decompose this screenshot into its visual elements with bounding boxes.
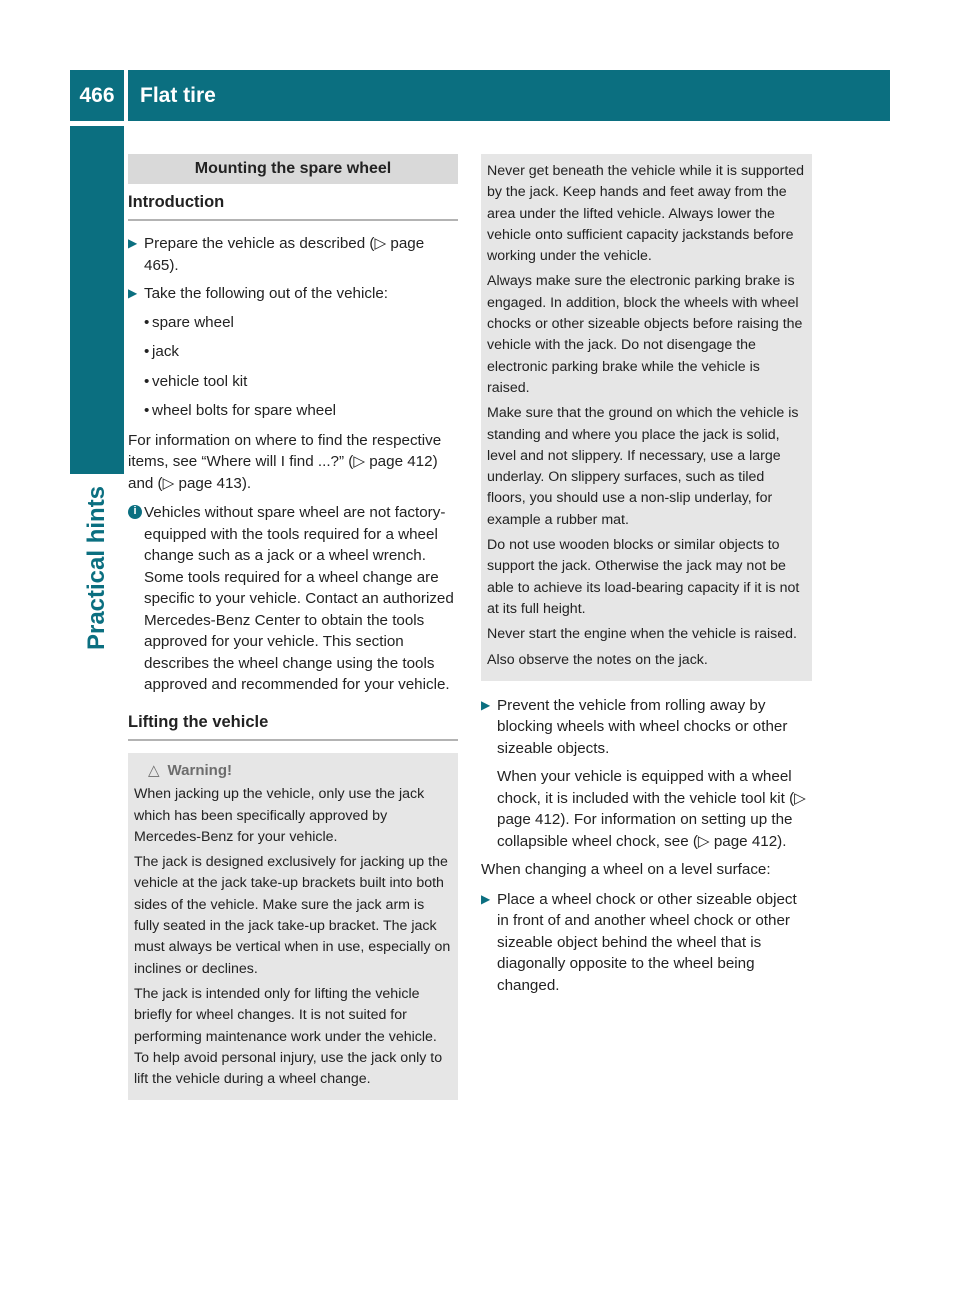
right-column	[481, 154, 812, 1003]
step-take-out	[128, 283, 458, 305]
side-tab	[70, 126, 124, 474]
info-note	[128, 502, 458, 696]
warning-paragraph: When jacking up the vehicle, only use the jack which has been specifically approved by Mercedes-Benz for your vehicle.	[134, 786, 425, 845]
warning-paragraph: Never start the engine when the vehicle is raised.	[487, 626, 797, 643]
page-title: Flat tire	[128, 70, 890, 121]
step-text: Prepare the vehicle as described (▷ page 465).	[144, 235, 425, 274]
step-text: Place a wheel chock or other sizeable object in front of and another wheel chock or other sizeable object behind the wheel that is diagonally opposite to the wheel being changed.	[497, 890, 797, 994]
step-place-chock	[481, 889, 812, 997]
bullet-dot: •	[144, 343, 150, 360]
warning-triangle-icon: △	[148, 762, 160, 779]
warning-paragraph: Do not use wooden blocks or similar objects to support the jack. Otherwise the jack may not be able to achieve its load-bearing capacity if it is not at its full height.	[487, 537, 800, 617]
list-item-text: wheel bolts for spare wheel	[152, 402, 337, 419]
list-item-text: spare wheel	[152, 313, 234, 331]
intro-heading: Introduction	[128, 192, 458, 222]
info-icon: i	[128, 505, 142, 519]
left-column	[128, 154, 458, 1100]
side-label	[70, 478, 124, 658]
warning-paragraph: Make sure that the ground on which the vehicle is standing and where you place the jack is solid, level and not slippery. If necessary, use a large underlay. On slippery surfaces, such as tiled floors, you should use a non-slip underlay, for example a rubber mat.	[487, 405, 799, 528]
list-item	[128, 371, 458, 393]
warning-title-text: Warning!	[167, 762, 232, 779]
warning-paragraph: Never get beneath the vehicle while it is supported by the jack. Keep hands and feet away from the area under the lifted vehicle. Always lower the vehicle onto sufficient capacity jackstands before working under the vehicle.	[487, 163, 805, 265]
list-item-text: jack	[152, 343, 180, 360]
bullet-dot: •	[144, 402, 150, 419]
list-item-text: vehicle tool kit	[152, 372, 248, 390]
list-item	[128, 312, 458, 334]
section-title: Mounting the spare wheel	[128, 154, 458, 184]
warning-paragraph: The jack is intended only for lifting the vehicle briefly for wheel changes. It is not suited for performing maintenance work under the vehicle. To help avoid personal injury, use the jack only to lift the vehicle during a wheel change.	[134, 985, 443, 1088]
warning-box-continued	[481, 154, 812, 681]
bullet-dot: •	[144, 372, 150, 390]
list-item	[128, 341, 458, 363]
step-continuation: When your vehicle is equipped with a wheel chock, it is included with the vehicle tool kit (▷ page 412). For information on setting up the collapsible wheel chock, see (▷ page 412).	[497, 768, 806, 850]
arrow-right-icon: ▶	[481, 697, 491, 712]
warning-title	[134, 760, 452, 781]
step-prevent-rolling	[481, 695, 812, 760]
warning-paragraph: The jack is designed exclusively for jacking up the vehicle at the jack take-up brackets built into both sides of the vehicle. Make sure the jack arm is fully seated in the jack take-up bracket. The jack must always be vertical when in use, especially on inclines or declines.	[134, 854, 451, 977]
list-item	[128, 400, 458, 422]
arrow-right-icon: ▶	[481, 891, 491, 906]
info-paragraph: For information on where to find the respective items, see “Where will I find ...?” (▷ page 412) and (▷ page 413).	[128, 431, 442, 492]
warning-box	[128, 753, 458, 1100]
arrow-right-icon: ▶	[128, 286, 138, 300]
info-note-text: Vehicles without spare wheel are not factory-equipped with the tools required for a wheel change such as a jack or a wheel wrench. Some tools required for a wheel change are specific to your vehicle. Contact an authorized Mercedes-Benz Center to obtain the tools approved for your vehicle. This section describes the wheel change using the tools approved and recommended for your vehicle.	[144, 504, 454, 693]
warning-paragraph: Also observe the notes on the jack.	[487, 651, 708, 668]
lifting-heading: Lifting the vehicle	[128, 712, 458, 742]
step-text: Prevent the vehicle from rolling away by blocking wheels with wheel chocks or other sizeable objects.	[497, 696, 788, 757]
arrow-right-icon: ▶	[128, 236, 138, 250]
step-prepare	[128, 233, 458, 276]
page-number: 466	[70, 70, 124, 121]
warning-paragraph: Always make sure the electronic parking brake is engaged. In addition, block the wheels with wheel chocks or other sizeable objects before raising the vehicle with the jack. Do not disengage the electronic parking brake while the vehicle is raised.	[487, 273, 803, 396]
step-text: Take the following out of the vehicle:	[144, 285, 388, 302]
side-label-text: Practical hints	[83, 485, 110, 651]
level-surface-intro: When changing a wheel on a level surface:	[481, 861, 771, 879]
bullet-dot: •	[144, 313, 150, 331]
